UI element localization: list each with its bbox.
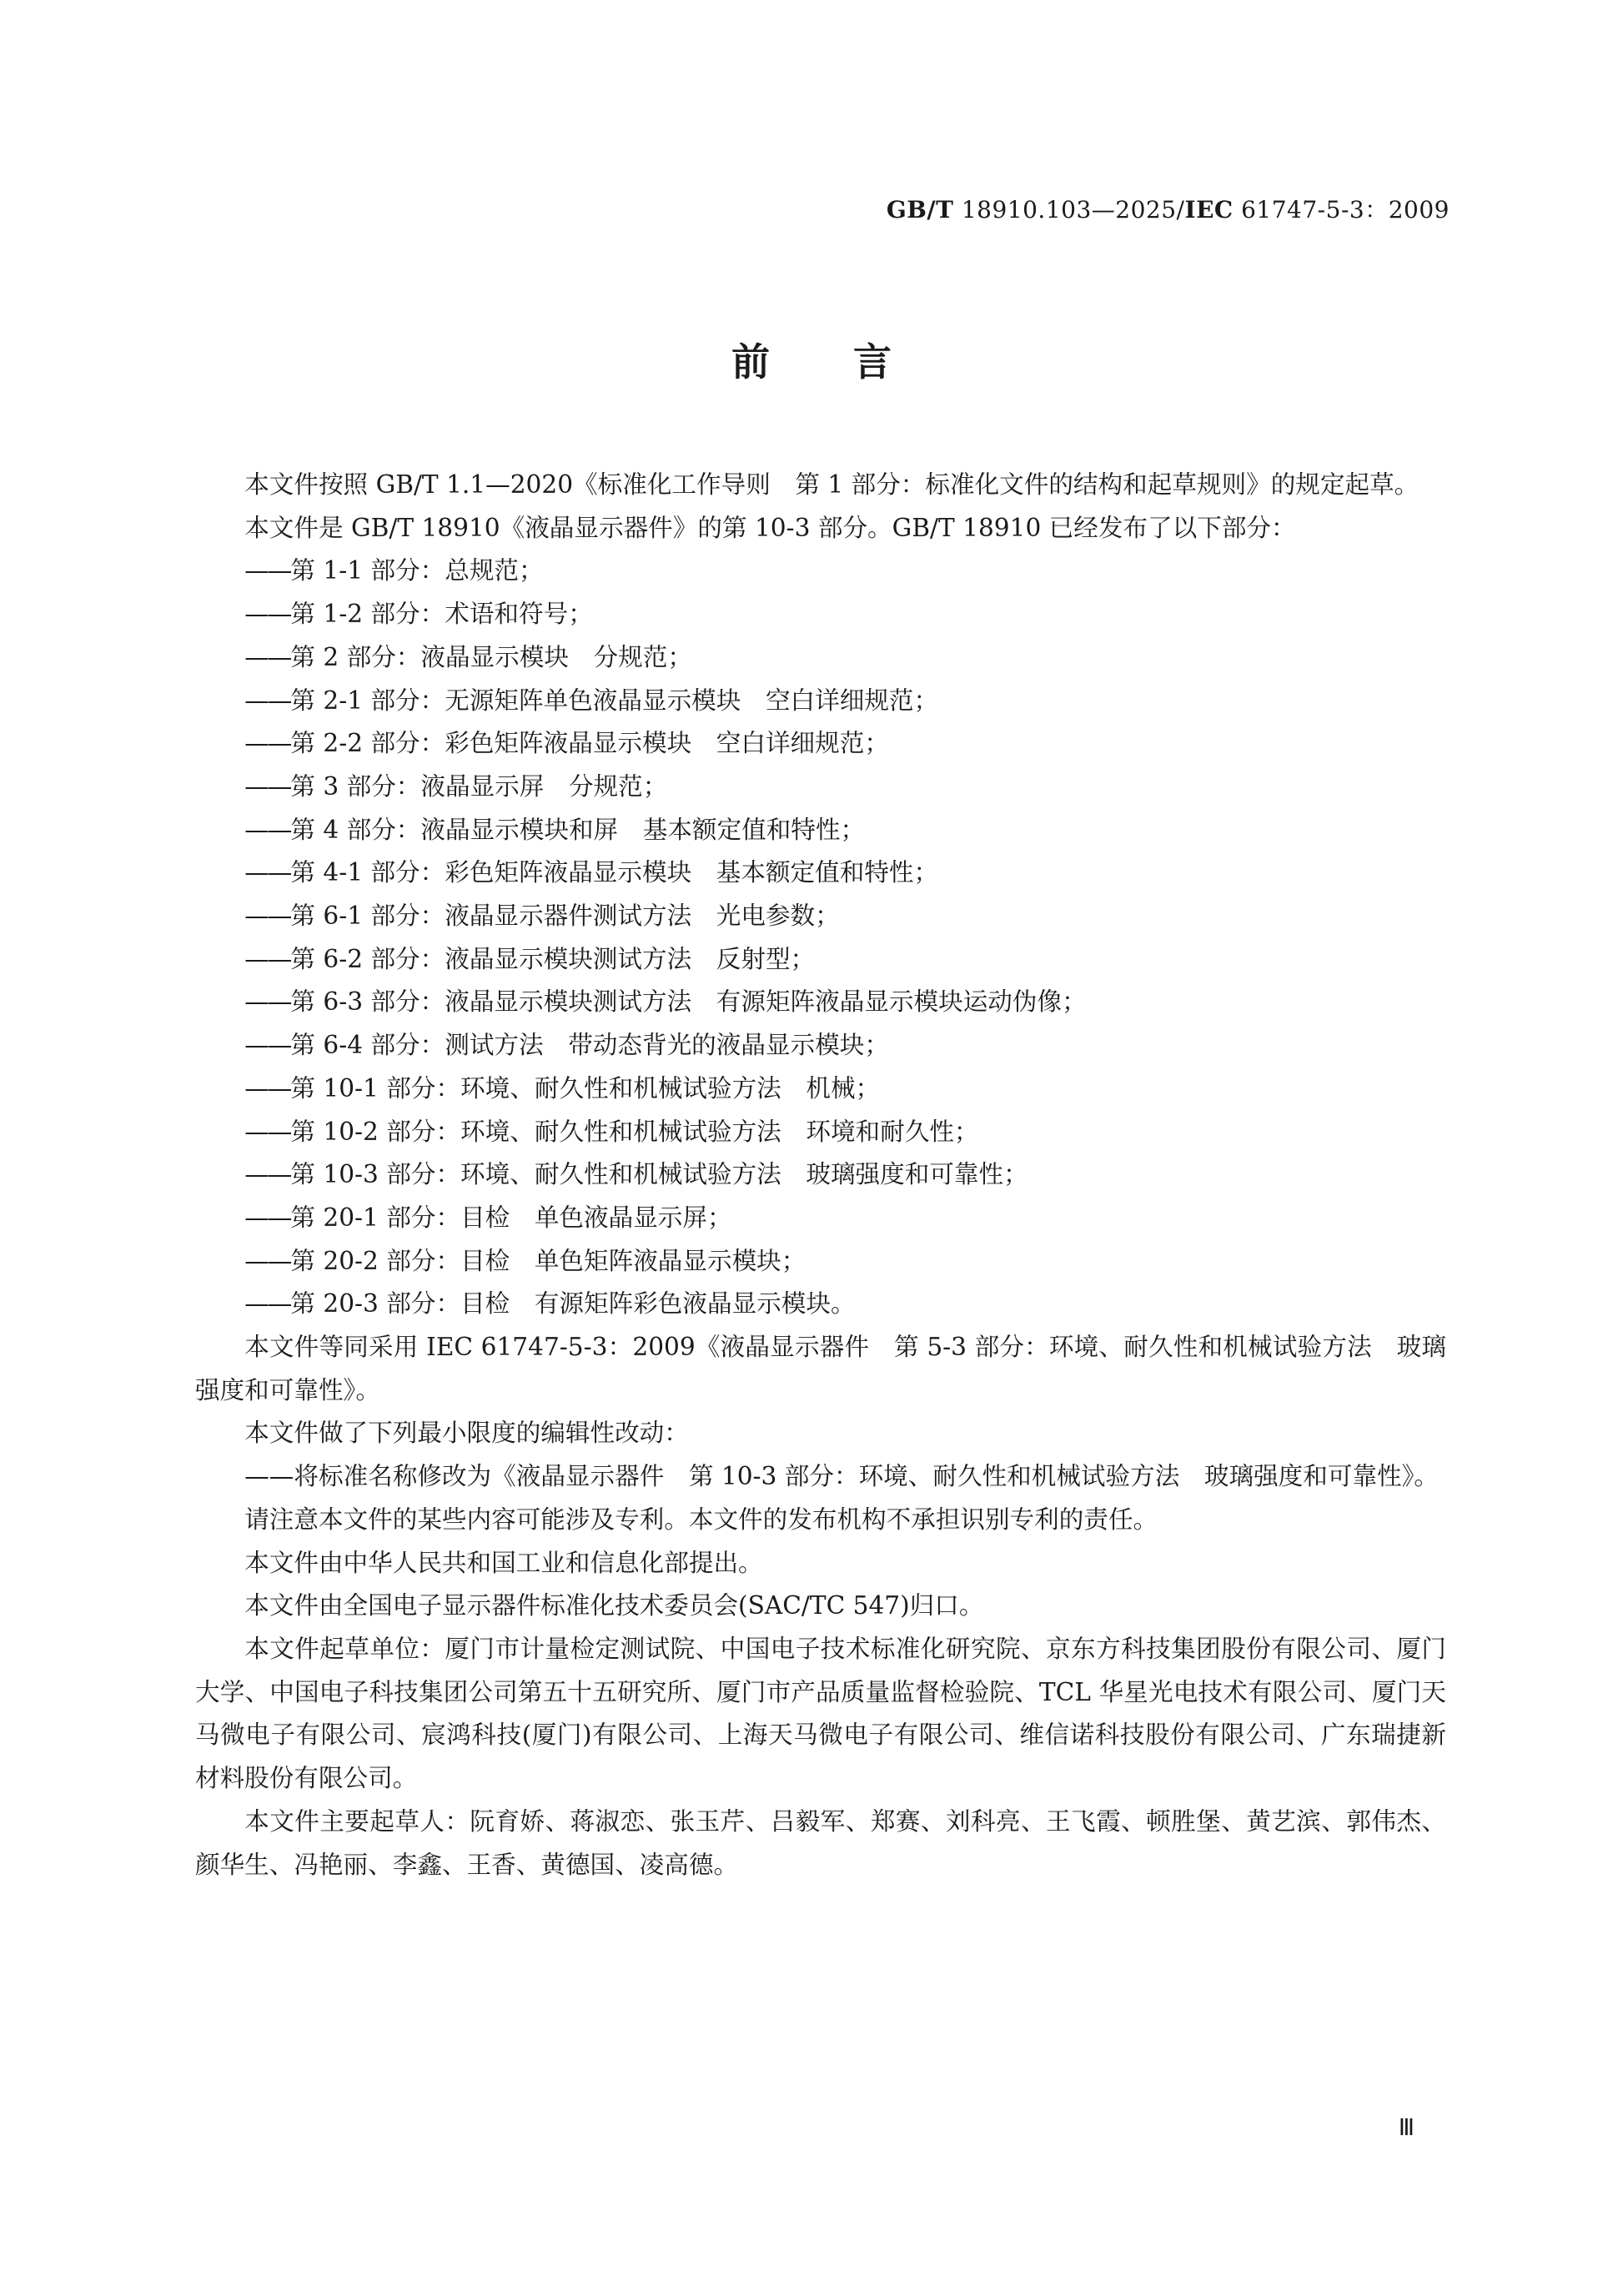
standard-code-header bbox=[887, 192, 1450, 225]
list-dash: —— bbox=[244, 1031, 291, 1060]
list-dash: —— bbox=[244, 858, 291, 887]
list-item bbox=[195, 550, 1446, 593]
list-dash: —— bbox=[244, 944, 291, 973]
list-dash: —— bbox=[244, 1246, 291, 1275]
list-item-text: 第 4-1 部分：彩色矩阵液晶显示模块 基本额定值和特性； bbox=[290, 858, 939, 887]
paragraph-adoption: 本文件等同采用 IEC 61747-5-3：2009《液晶显示器件 第 5-3 部分：环境、耐久性和机械试验方法 玻璃强度和可靠性》。 bbox=[195, 1333, 1446, 1404]
list-item-text: 第 6-4 部分：测试方法 带动态背光的液晶显示模块； bbox=[290, 1031, 889, 1060]
paragraph-committee: 本文件由全国电子显示器件标准化技术委员会(SAC/TC 547)归口。 bbox=[244, 1591, 984, 1620]
list-dash: —— bbox=[244, 686, 291, 715]
list-item-text: 第 1-1 部分：总规范； bbox=[290, 556, 544, 585]
list-item bbox=[195, 938, 1446, 982]
list-item-text: 第 6-1 部分：液晶显示器件测试方法 光电参数； bbox=[290, 902, 840, 931]
paragraph-editorial-changes: 本文件做了下列最小限度的编辑性改动： bbox=[244, 1419, 689, 1448]
list-item bbox=[195, 1068, 1446, 1111]
list-item bbox=[195, 593, 1446, 636]
list-item-text: 第 1-2 部分：术语和符号； bbox=[290, 600, 593, 629]
list-dash: —— bbox=[244, 1289, 291, 1319]
list-dash: —— bbox=[244, 1203, 291, 1232]
paragraph-series-intro: 本文件是 GB/T 18910《液晶显示器件》的第 10-3 部分。GB/T 18910 已经发布了以下部分： bbox=[244, 513, 1296, 542]
paragraph-drafting-units: 本文件起草单位：厦门市计量检定测试院、中国电子技术标准化研究院、京东方科技集团股份有限公司、厦门大学、中国电子科技集团公司第五十五研究所、厦门市产品质量监督检验院、TCL 华星光电技术有限公司、厦门天马微电子有限公司、宸鸿科技(厦门)有限公司、上海天马微电子有限公司、维信诺科技股份有限公司、广东瑞捷新材料股份有限公司。 bbox=[195, 1634, 1446, 1793]
list-dash: —— bbox=[244, 1073, 291, 1103]
paragraph-patent-notice: 请注意本文件的某些内容可能涉及专利。本文件的发布机构不承担识别专利的责任。 bbox=[244, 1505, 1158, 1534]
list-item bbox=[195, 809, 1446, 852]
list-item bbox=[195, 680, 1446, 723]
list-item-text: 第 20-1 部分：目检 单色液晶显示屏； bbox=[290, 1203, 732, 1232]
list-item bbox=[195, 852, 1446, 895]
list-item bbox=[195, 1153, 1446, 1197]
list-dash: —— bbox=[244, 902, 291, 931]
page-title: 前言 bbox=[731, 339, 975, 384]
list-item-text: 第 2-1 部分：无源矩阵单色液晶显示模块 空白详细规范； bbox=[290, 686, 939, 715]
list-item-text: 第 10-3 部分：环境、耐久性和机械试验方法 玻璃强度和可靠性； bbox=[290, 1160, 1028, 1189]
list-item-text: 第 6-3 部分：液晶显示模块测试方法 有源矩阵液晶显示模块运动伪像； bbox=[290, 987, 1087, 1017]
list-dash: —— bbox=[244, 600, 291, 629]
list-item bbox=[195, 1111, 1446, 1154]
page-number: Ⅲ bbox=[1398, 2113, 1414, 2141]
list-item bbox=[195, 1197, 1446, 1240]
paragraph-drafting-rules: 本文件按照 GB/T 1.1—2020《标准化工作导则 第 1 部分：标准化文件的结构和起草规则》的规定起草。 bbox=[244, 470, 1419, 499]
parts-list bbox=[195, 550, 1446, 1326]
list-item bbox=[195, 1240, 1446, 1284]
list-item-text: 第 2 部分：液晶显示模块 分规范； bbox=[290, 642, 692, 671]
list-item bbox=[195, 766, 1446, 809]
list-item-text: 第 2-2 部分：彩色矩阵液晶显示模块 空白详细规范； bbox=[290, 729, 889, 758]
list-dash: —— bbox=[244, 556, 291, 585]
list-item-text: 第 6-2 部分：液晶显示模块测试方法 反射型； bbox=[290, 944, 816, 973]
list-dash: —— bbox=[244, 771, 291, 801]
list-dash: —— bbox=[244, 815, 291, 844]
list-item bbox=[195, 1024, 1446, 1068]
modification-item: ——将标准名称修改为《液晶显示器件 第 10-3 部分：环境、耐久性和机械试验方法 玻璃强度和可靠性》。 bbox=[244, 1462, 1440, 1491]
standard-code-iec-number: 61747-5-3：2009 bbox=[1233, 196, 1450, 224]
list-item-text: 第 10-1 部分：环境、耐久性和机械试验方法 机械； bbox=[290, 1073, 881, 1103]
list-dash: —— bbox=[244, 1117, 291, 1146]
standard-code-gbt: GB/T bbox=[886, 196, 954, 224]
list-item-text: 第 20-3 部分：目检 有源矩阵彩色液晶显示模块。 bbox=[290, 1289, 856, 1319]
standard-code-iec: IEC bbox=[1184, 196, 1234, 224]
list-item bbox=[195, 981, 1446, 1024]
preface-body bbox=[195, 464, 1446, 1887]
list-dash: —— bbox=[244, 1160, 291, 1189]
list-item-text: 第 20-2 部分：目检 单色矩阵液晶显示模块； bbox=[290, 1246, 806, 1275]
list-item bbox=[195, 895, 1446, 938]
list-item bbox=[195, 636, 1446, 680]
paragraph-proposer: 本文件由中华人民共和国工业和信息化部提出。 bbox=[244, 1548, 763, 1577]
list-item bbox=[195, 1283, 1446, 1326]
list-dash: —— bbox=[244, 729, 291, 758]
paragraph-drafters: 本文件主要起草人：阮育娇、蒋淑恋、张玉芹、吕毅军、郑赛、刘科亮、王飞霞、顿胜堡、黄艺滨、郭伟杰、颜华生、冯艳丽、李鑫、王香、黄德国、凌高德。 bbox=[195, 1806, 1446, 1879]
list-item-text: 第 10-2 部分：环境、耐久性和机械试验方法 环境和耐久性； bbox=[290, 1117, 979, 1146]
list-item-text: 第 3 部分：液晶显示屏 分规范； bbox=[290, 771, 668, 801]
list-dash: —— bbox=[244, 987, 291, 1017]
list-item bbox=[195, 722, 1446, 766]
list-item-text: 第 4 部分：液晶显示模块和屏 基本额定值和特性； bbox=[290, 815, 866, 844]
standard-code-number: 18910.103—2025/ bbox=[953, 196, 1185, 224]
list-dash: —— bbox=[244, 642, 291, 671]
